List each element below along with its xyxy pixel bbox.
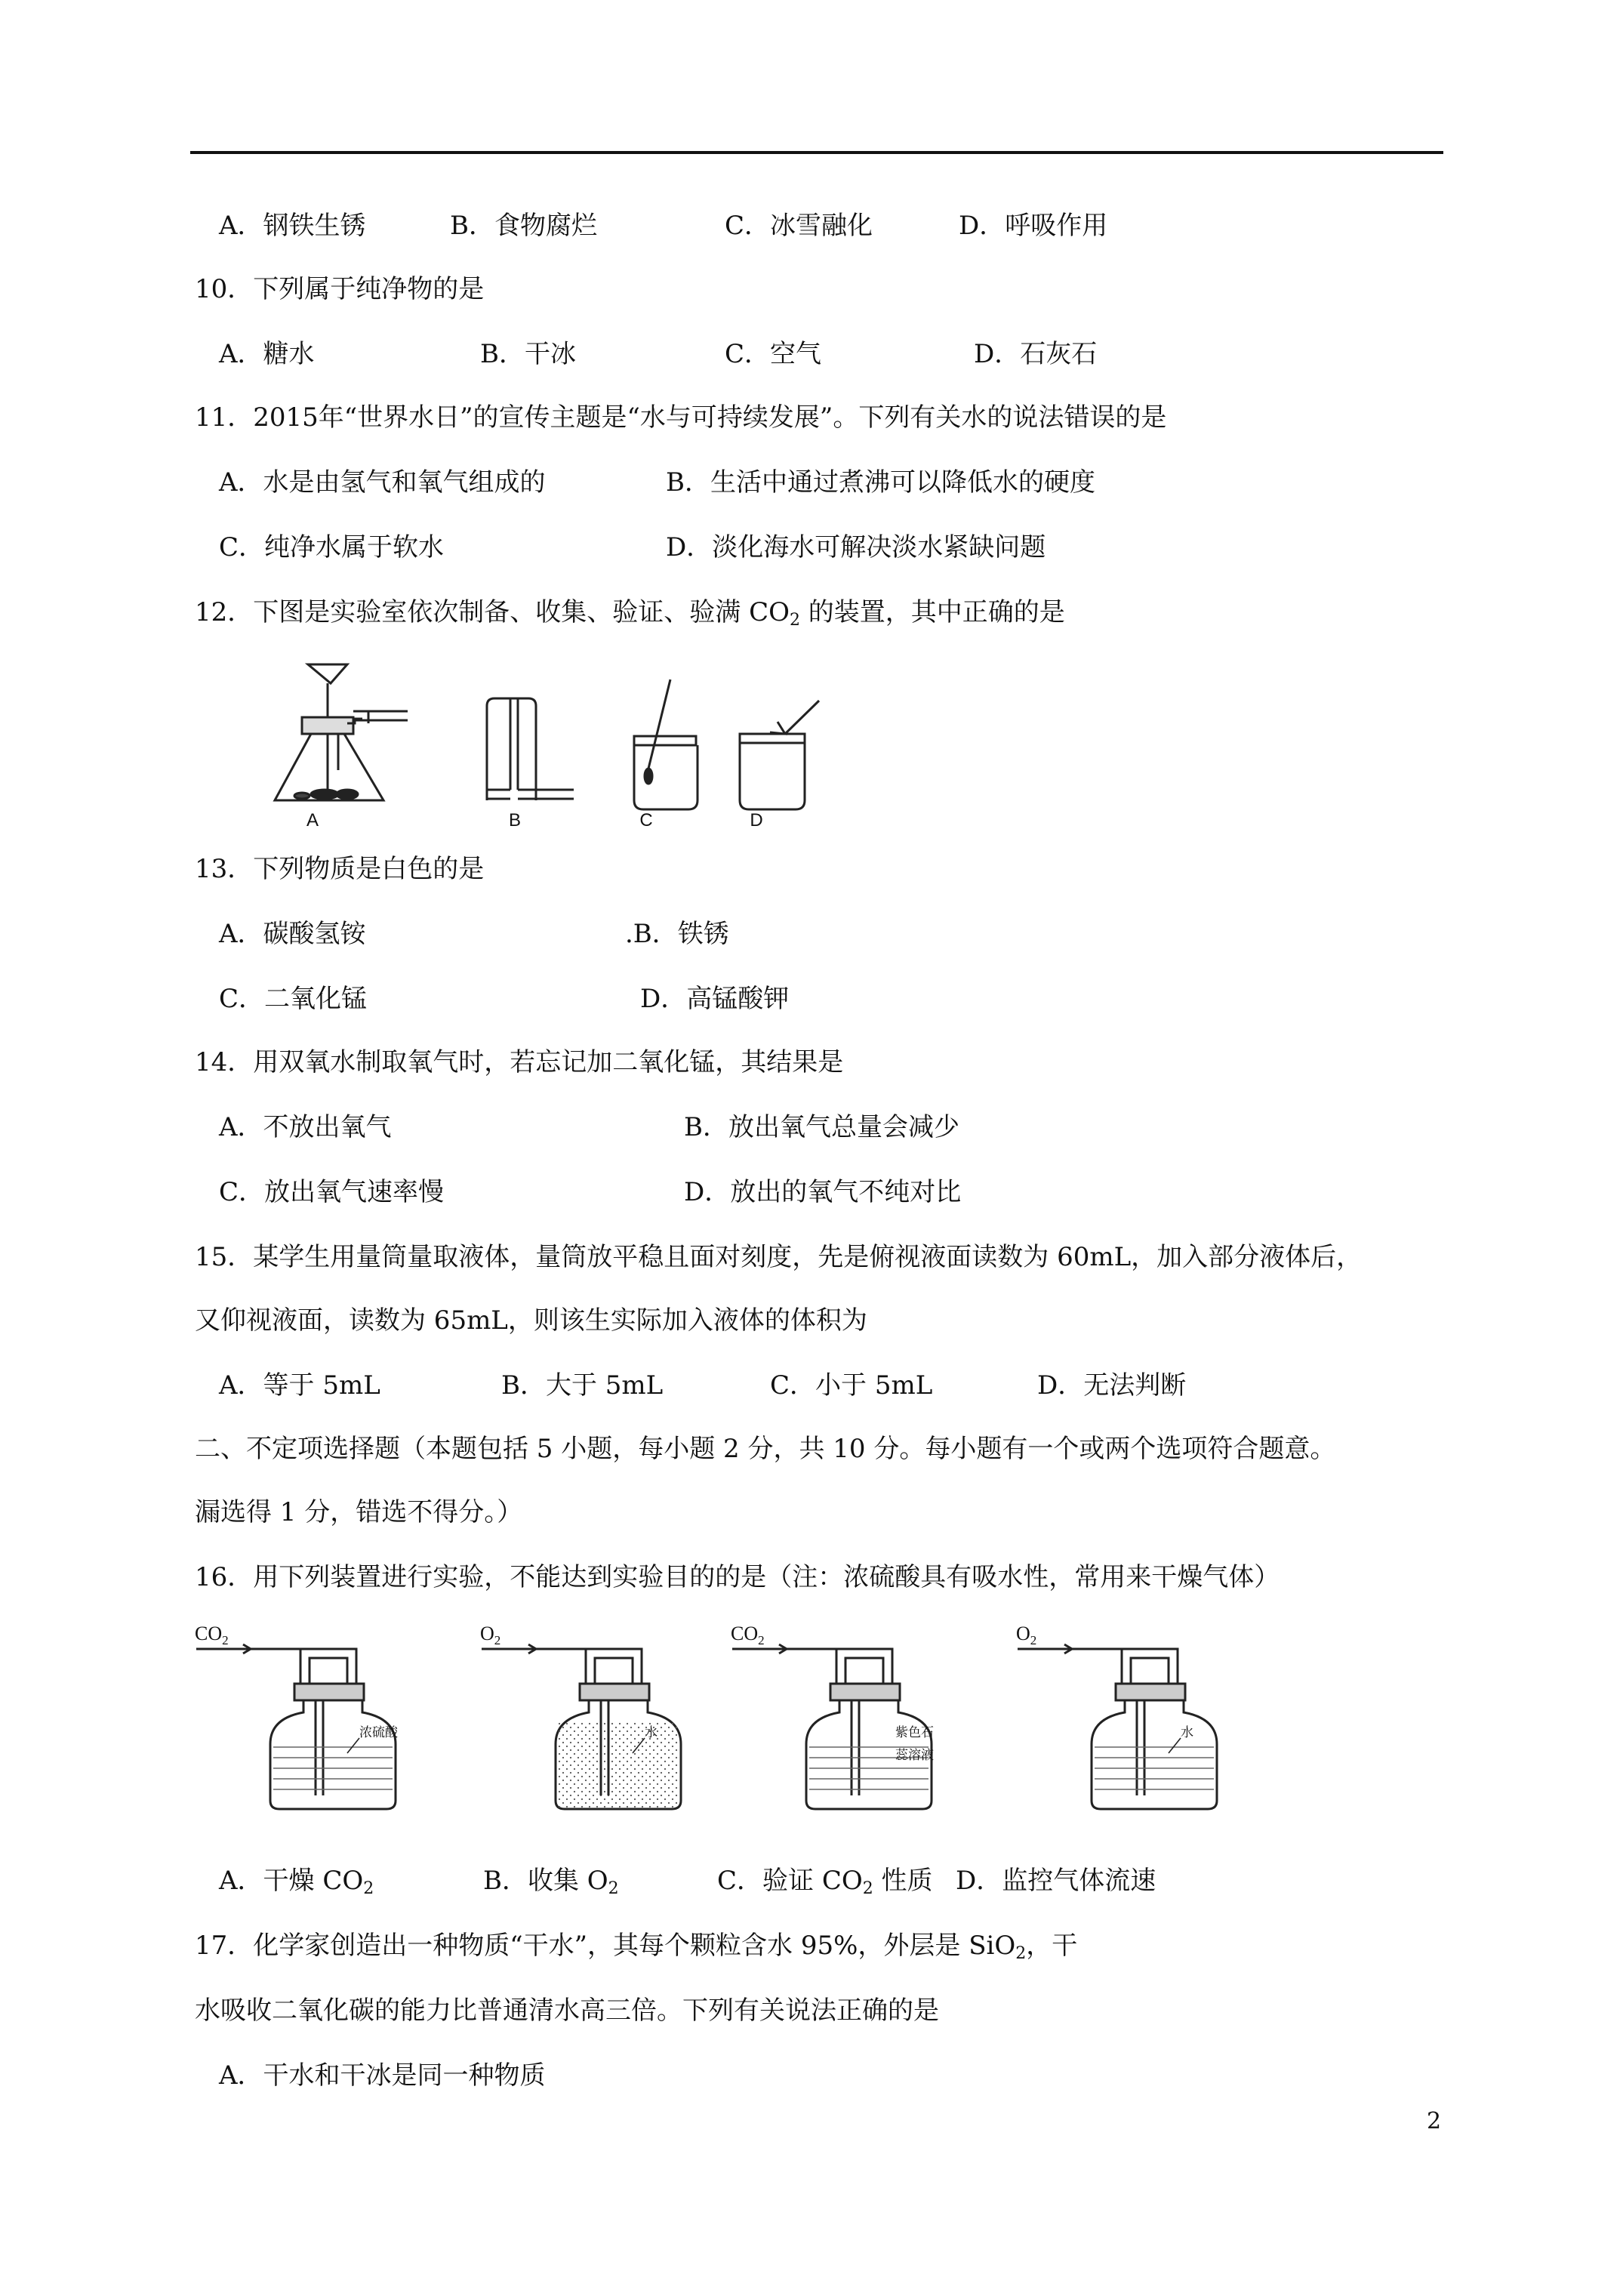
q16-option-c-text-end: 性质: [873, 1866, 933, 1896]
q15-stem-line1: 15．某学生用量筒量取液体，量筒放平稳且面对刻度，先是俯视液面读数为 60mL，加入部分液体后，: [195, 1242, 1363, 1272]
q12-stem-text-end: 的装置，其中正确的是: [799, 597, 1065, 627]
q15-option-a: A．等于 5mL: [219, 1370, 380, 1401]
q15-stem-line2: 又仰视液面，读数为 65mL，则该生实际加入液体的体积为: [195, 1305, 867, 1336]
q17-stem-text-end: ，干: [1026, 1931, 1078, 1961]
q16-liquid-label-a: 浓硫酸: [359, 1725, 398, 1740]
q13-option-c: C．二氧化锰: [219, 984, 368, 1014]
q16-gas-label-d: $O_2$: [1016, 1623, 1037, 1647]
q12-stem-text: 12．下图是实验室依次制备、收集、验证、验满 CO: [195, 597, 790, 627]
q13-option-a: A．碳酸氢铵: [219, 919, 366, 949]
q16-option-b-subscript: 2: [608, 1879, 619, 1898]
q13-option-d: D．高锰酸钾: [640, 984, 790, 1014]
q16-option-d-text: D．监控气体流速: [956, 1866, 1156, 1896]
q10-option-a: A．糖水: [219, 339, 315, 369]
q10-option-c: C．空气: [725, 339, 822, 369]
q17-stem-subscript: 2: [1015, 1944, 1027, 1963]
q14-option-c: C．放出氧气速率慢: [219, 1177, 445, 1207]
header-rule: [190, 151, 1443, 154]
q16-option-c-subscript: 2: [862, 1879, 873, 1898]
q9-option-b: B．食物腐烂: [450, 211, 597, 241]
q17-stem-line2: 水吸收二氧化碳的能力比普通清水高三倍。下列有关说法正确的是: [195, 1996, 939, 2026]
q12-verification-apparatus-c: [634, 680, 698, 809]
q12-label-d: D: [750, 810, 763, 831]
q12-label-c: C: [639, 810, 653, 831]
section2-heading-line1: 二、不定项选择题（本题包括 5 小题，每小题 2 分，共 10 分。每小题有一个或两个选项符合题意。: [195, 1434, 1336, 1464]
q9-option-d: D．呼吸作用: [959, 211, 1108, 241]
q11-option-a: A．水是由氢气和氧气组成的: [219, 467, 546, 498]
q10-option-d: D．石灰石: [974, 339, 1098, 369]
q16-liquid-label-c1: 紫色石: [895, 1725, 934, 1740]
q15-option-d: D．无法判断: [1037, 1370, 1187, 1401]
q16-gas-label-b: $O_2$: [480, 1623, 501, 1647]
q15-option-b: B．大于 5mL: [501, 1370, 664, 1401]
q14-option-d: D．放出的氧气不纯对比: [684, 1177, 962, 1207]
q12-apparatus-figure: [257, 649, 1087, 831]
q14-option-a: A．不放出氧气: [219, 1112, 392, 1142]
q16-option-b-text: B．收集 O: [483, 1866, 608, 1896]
q9-option-c: C．冰雪融化: [725, 211, 873, 241]
q16-option-c-text: C．验证 CO: [717, 1866, 863, 1896]
q10-stem: 10．下列属于纯净物的是: [195, 274, 485, 304]
q16-stem: 16．用下列装置进行实验，不能达到实验目的的是（注：浓硫酸具有吸水性，常用来干燥气体）: [195, 1562, 1280, 1592]
q17-stem-line1: [195, 1931, 1078, 1963]
q12-label-a: A: [306, 810, 319, 831]
q16-apparatus-figure: [189, 1616, 1246, 1812]
q16-option-a: [219, 1866, 374, 1898]
q16-gas-label-c: $CO_2$: [731, 1623, 765, 1647]
q12-stem: [195, 597, 1065, 630]
q17-option-a: A．干水和干冰是同一种物质: [219, 2060, 546, 2091]
q16-liquid-label-b: 水: [645, 1725, 658, 1740]
q11-option-d: D．淡化海水可解决淡水紧缺问题: [666, 532, 1046, 562]
q15-option-c: C．小于 5mL: [770, 1370, 933, 1401]
q11-stem: 11．2015年“世界水日”的宣传主题是“水与可持续发展”。下列有关水的说法错误的是: [195, 402, 1167, 433]
section2-heading-line2: 漏选得 1 分，错选不得分。）: [195, 1497, 523, 1527]
q16-liquid-label-c2: 蕊溶液: [895, 1748, 934, 1763]
q9-option-a: A．钢铁生锈: [219, 211, 366, 241]
q16-liquid-label-d: 水: [1181, 1725, 1193, 1740]
q14-option-b: B．放出氧气总量会减少: [684, 1112, 959, 1142]
q11-option-b: B．生活中通过煮沸可以降低水的硬度: [666, 467, 1095, 498]
q12-flask-apparatus-a: [275, 664, 408, 800]
q12-collection-apparatus-b: [487, 698, 574, 800]
q16-option-c: [717, 1866, 933, 1898]
q16-option-a-text: A．干燥 CO: [219, 1866, 364, 1896]
q11-option-c: C．纯净水属于软水: [219, 532, 445, 562]
q10-option-b: B．干冰: [480, 339, 576, 369]
page-number: 2: [1427, 2108, 1442, 2134]
q17-stem-text: 17．化学家创造出一种物质“干水”，其每个颗粒含水 95%，外层是 SiO: [195, 1931, 1016, 1961]
q16-option-a-subscript: 2: [363, 1879, 374, 1898]
q12-full-test-apparatus-d: [740, 701, 819, 809]
q12-stem-subscript: 2: [789, 611, 800, 630]
q12-label-b: B: [508, 810, 522, 831]
q13-option-b: .B．铁锈: [625, 919, 729, 949]
q16-option-d: [956, 1868, 1156, 1894]
q13-stem: 13．下列物质是白色的是: [195, 854, 485, 884]
q16-option-b: [483, 1866, 619, 1898]
q16-gas-label-a: $CO_2$: [195, 1623, 229, 1647]
q14-stem: 14．用双氧水制取氧气时，若忘记加二氧化锰，其结果是: [195, 1047, 844, 1077]
